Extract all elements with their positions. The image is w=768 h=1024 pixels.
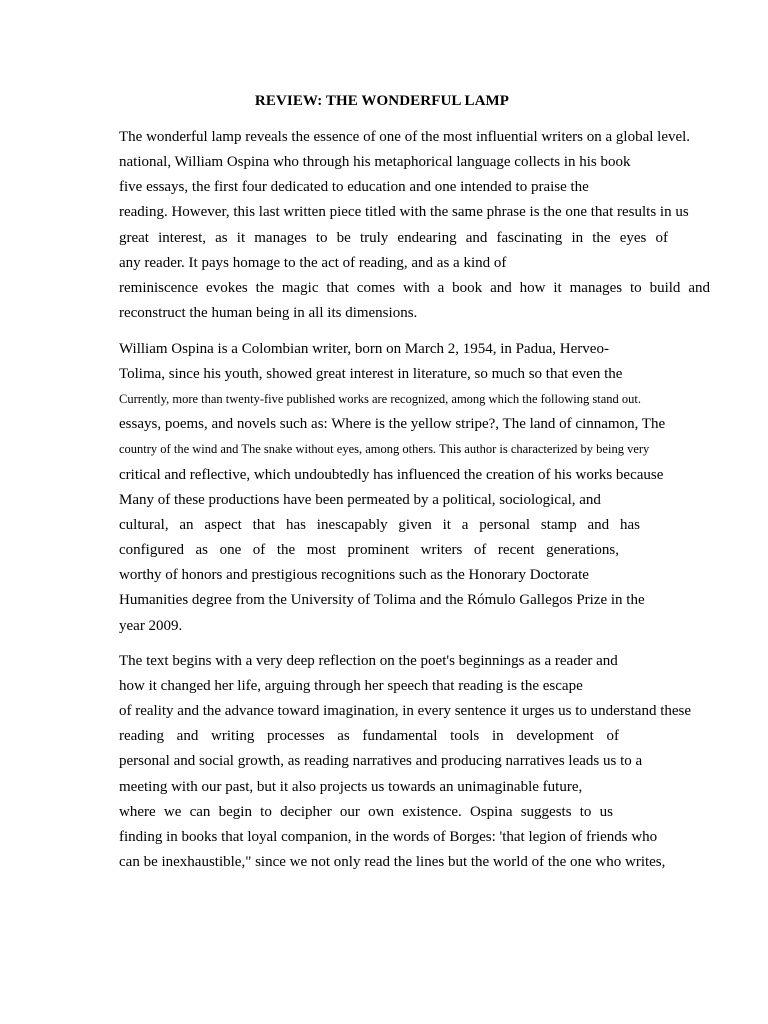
text-line: country of the wind and The snake without eyes, among others. This author is characterized by being very	[119, 442, 650, 456]
text-line: reading and writing processes as fundamental tools in development of	[119, 728, 619, 744]
text-line: Many of these productions have been permeated by a political, sociological, and	[119, 492, 601, 508]
text-line: critical and reflective, which undoubtedly has influenced the creation of his works because	[119, 467, 664, 483]
text-line: reading. However, this last written piece titled with the same phrase is the one that results in us	[119, 204, 689, 220]
text-line: William Ospina is a Colombian writer, born on March 2, 1954, in Padua, Herveo-	[119, 341, 609, 357]
text-line: Tolima, since his youth, showed great interest in literature, so much so that even the	[119, 366, 623, 382]
text-line: how it changed her life, arguing through her speech that reading is the escape	[119, 678, 583, 694]
text-line: cultural, an aspect that has inescapably given it a personal stamp and has	[119, 517, 640, 533]
text-line: The text begins with a very deep reflection on the poet's beginnings as a reader and	[119, 653, 618, 669]
text-line: Currently, more than twenty-five published works are recognized, among which the following stand out.	[119, 392, 641, 406]
text-line: any reader. It pays homage to the act of reading, and as a kind of	[119, 255, 507, 271]
text-line: five essays, the first four dedicated to education and one intended to praise the	[119, 179, 589, 195]
text-line: meeting with our past, but it also projects us towards an unimaginable future,	[119, 779, 583, 795]
document-title: REVIEW: THE WONDERFUL LAMP	[254, 93, 510, 109]
text-line: worthy of honors and prestigious recognitions such as the Honorary Doctorate	[119, 567, 589, 583]
text-line: finding in books that loyal companion, in the words of Borges: 'that legion of friends who	[119, 829, 658, 845]
text-line: great interest, as it manages to be truly endearing and fascinating in the eyes of	[119, 230, 668, 246]
text-line: reconstruct the human being in all its dimensions.	[119, 305, 418, 321]
text-line: year 2009.	[119, 618, 183, 634]
text-line: personal and social growth, as reading narratives and producing narratives leads us to a	[119, 753, 643, 769]
text-line: Humanities degree from the University of Tolima and the Rómulo Gallegos Prize in the	[119, 592, 645, 608]
text-line: of reality and the advance toward imagination, in every sentence it urges us to understand these	[119, 703, 692, 719]
text-line: The wonderful lamp reveals the essence of one of the most influential writers on a global level.	[119, 129, 691, 145]
text-line: essays, poems, and novels such as: Where is the yellow stripe?, The land of cinnamon, The	[119, 416, 666, 432]
text-line: configured as one of the most prominent writers of recent generations,	[119, 542, 619, 558]
text-line: where we can begin to decipher our own existence. Ospina suggests to us	[119, 804, 613, 820]
text-line: can be inexhaustible," since we not only read the lines but the world of the one who writes,	[119, 854, 666, 870]
text-line: reminiscence evokes the magic that comes with a book and how it manages to build and	[119, 280, 710, 296]
text-line: national, William Ospina who through his metaphorical language collects in his book	[119, 154, 631, 170]
